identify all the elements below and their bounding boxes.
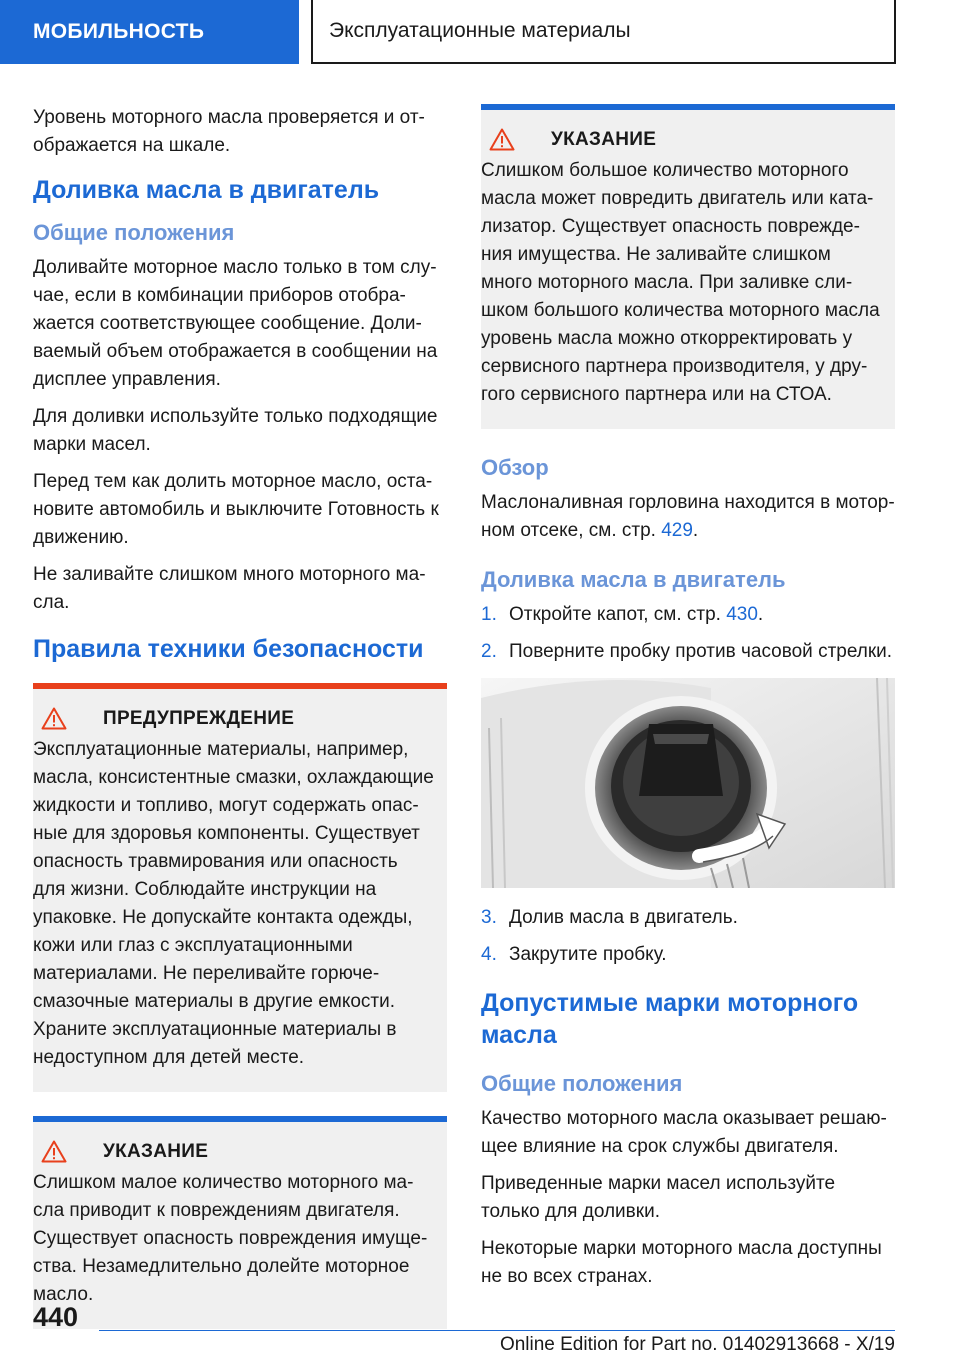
list-item [481,638,895,666]
list-item [481,904,895,932]
note-title: УКАЗАНИЕ [103,1140,209,1162]
heading-oil-brands: Допустимые марки моторного масла [481,989,859,1049]
paragraph-oil-quality: Качество моторного масла оказывает решающее влияние на срок службы двигателя. [481,1108,887,1157]
edition-note: Online Edition for Part no. 01402913668 - X/19 [499,1334,895,1355]
warning-triangle-icon [489,128,515,151]
footer-divider [99,1330,895,1331]
paragraph-availability: Некоторые марки моторного масла доступны не во всех странах. [481,1238,882,1287]
step-number: 1. [481,604,497,625]
step-number: 4. [481,944,497,965]
note-box-overfill [481,104,895,429]
overview-paragraph [481,489,895,545]
heading-safety: Правила техники безопасности [33,635,424,663]
oil-filler-cap-illustration [481,678,895,888]
warning-title: ПРЕДУПРЕЖДЕНИЕ [103,707,295,729]
right-column [481,104,895,1300]
step-number: 3. [481,907,497,928]
steps-list-continued [481,904,895,969]
step-text: Откройте капот, см. стр. [509,604,727,625]
note-title-row [33,1140,435,1163]
paragraph-refill-only: Приведенные марки масел используйте только для доливки. [481,1173,836,1222]
paragraph-do-not-overfill: Не заливайте слишком много моторного масла. [33,564,426,613]
warning-box [33,683,447,1092]
note-text: Слишком большое количество моторного масла может повредить двигатель или катализатор. Существует опасность повреждения имущества. Не заливайте слишком много моторного масла. При заливке слишком большого количества моторного масла уровень масла можно откорректировать у сервисного партнера производителя, у другого сервисного партнера или на СТОА. [481,160,880,405]
warning-text: Эксплуатационные материалы, например, масла, консистентные смазки, охлаждающие жидкости и топливо, могут содержать опасные для здоровья компоненты. Существует опасность травмирования или опасность для жизни. Соблюдайте инструкции на упаковке. Не допускайте контакта одежды, кожи или глаз с эксплуатационными материалами. Не переливайте горюче-смазочные материалы в другие емкости. Храните эксплуатационные материалы в недоступном для детей месте. [33,739,434,1068]
step-text: Долив масла в двигатель. [509,907,738,928]
warning-triangle-icon [41,1140,67,1163]
page-number: 440 [33,1302,79,1332]
steps-list [481,601,895,666]
note-title-row [481,128,883,151]
paragraph-refill-when: Доливайте моторное масло только в том случае, если в комбинации приборов отображается соответствующее сообщение. Доливаемый объем отображается в сообщении на дисплее управления. [33,257,438,390]
list-item [481,601,895,629]
oil-cap-image [481,678,895,888]
intro-paragraph: Уровень моторного масла проверяется и отображается на шкале. [33,107,425,156]
heading-refill-steps: Доливка масла в двигатель [481,567,786,592]
heading-general: Общие положения [33,220,235,245]
overview-end: . [692,520,699,541]
warning-title-row [33,707,435,730]
heading-overview: Обзор [481,455,549,480]
section-header [311,0,896,64]
note-text: Слишком малое количество моторного масла приводит к повреждениям двигателя. Существует опасность повреждения имущества. Незамедлительно долейте моторное масло. [33,1172,428,1305]
step-number: 2. [481,641,497,662]
chapter-tab[interactable] [0,0,299,64]
list-item [481,941,895,969]
section-title: Эксплуатационные материалы [329,19,631,42]
note-title: УКАЗАНИЕ [551,128,657,150]
heading-general-brands: Общие положения [481,1071,683,1096]
paragraph-before-refill: Перед тем как долить моторное масло, остановите автомобиль и выключите Готовность к движению. [33,471,439,548]
step-text: Закрутите пробку. [509,944,667,965]
warning-triangle-icon [41,707,67,730]
page-ref-link[interactable]: 430 [726,604,758,625]
step-text: Поверните пробку против часовой стрелки. [509,641,893,662]
overview-text: Маслоналивная горловина находится в моторном отсеке, см. стр. [481,492,895,541]
step-end: . [757,604,764,625]
chapter-title: МОБИЛЬНОСТЬ [33,20,205,43]
paragraph-suitable-oils: Для доливки используйте только подходящие марки масел. [33,406,438,455]
left-column [33,104,447,1353]
page-footer [33,1300,895,1360]
note-box-low-oil [33,1116,447,1329]
heading-refill: Доливка масла в двигатель [33,176,380,204]
page-ref-link[interactable]: 429 [661,520,693,541]
